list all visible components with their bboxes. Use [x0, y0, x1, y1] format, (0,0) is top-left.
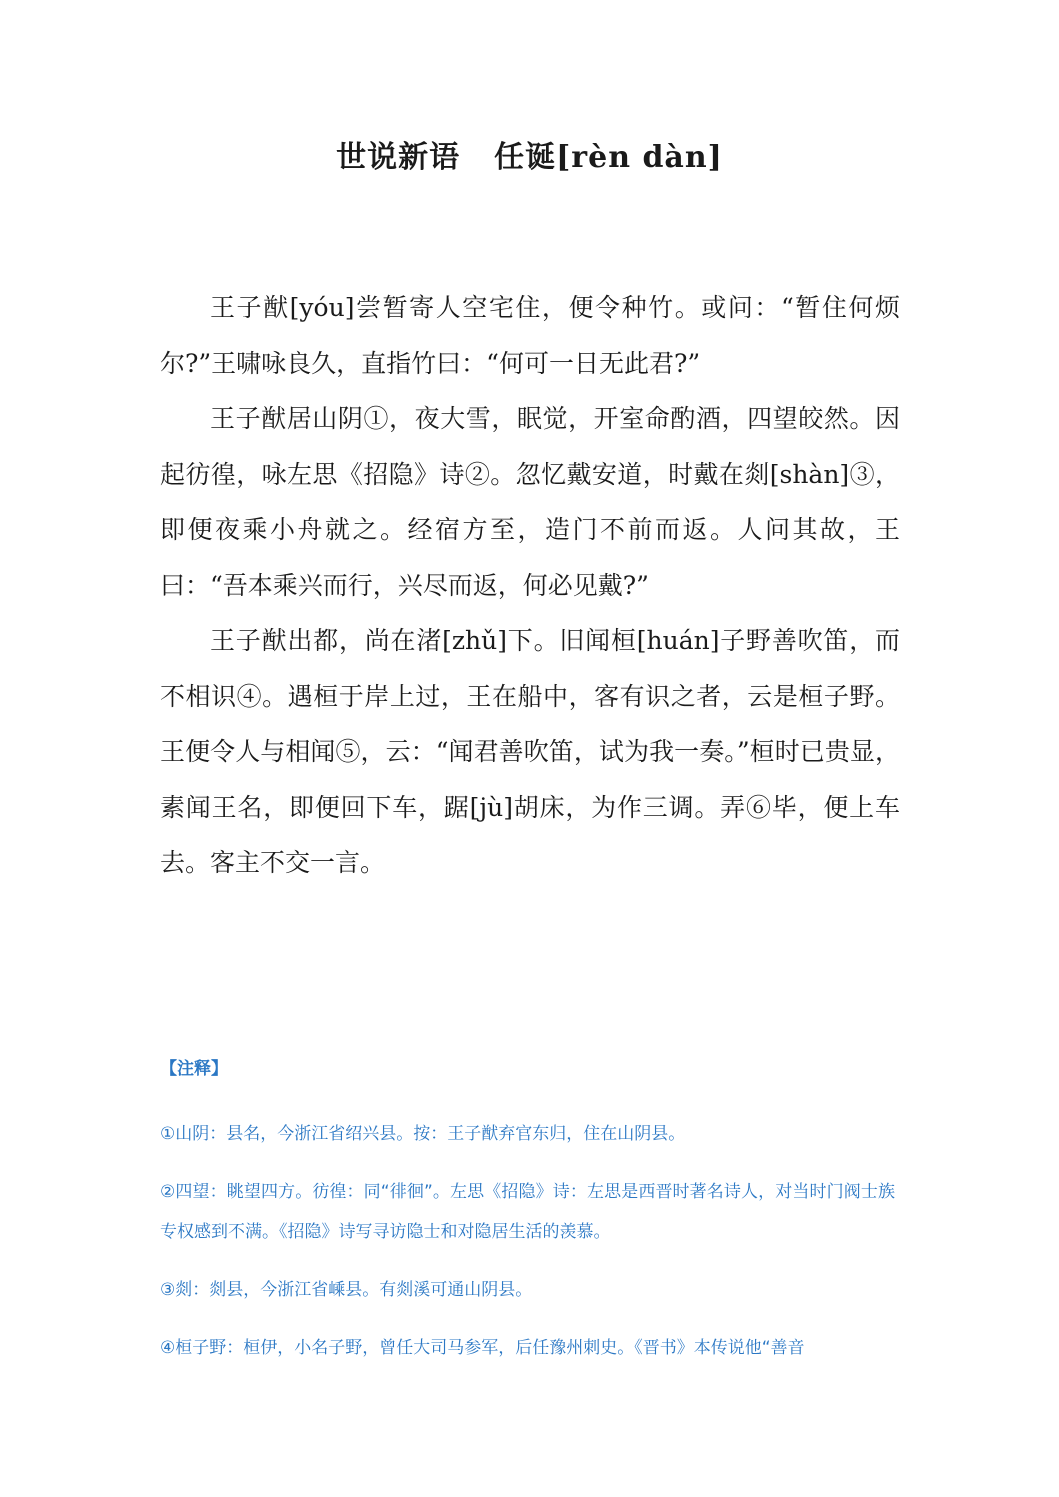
annotation-2: ②四望：眺望四方。彷徨：同“徘徊”。左思《招隐》诗：左思是西晋时著名诗人，对当时门阀士族专权感到不满。《招隐》诗写寻访隐士和对隐居生活的羡慕。 [160, 1182, 895, 1242]
main-text [160, 280, 900, 891]
annotation-1: ①山阴：县名，今浙江省绍兴县。按：王子猷弃官东归，住在山阴县。 [160, 1124, 686, 1144]
annotation-4: ④桓子野：桓伊，小名子野，曾任大司马参军，后任豫州刺史。《晋书》本传说他“善音 [160, 1338, 805, 1358]
annotation-3: ③剡：剡县，今浙江省嵊县。有剡溪可通山阴县。 [160, 1280, 533, 1300]
paragraph-3: 王子猷出都，尚在渚[zhǔ]下。旧闻桓[huán]子野善吹笛，而不相识④。遇桓于岸上过，王在船中，客有识之者，云是桓子野。王便令人与相闻⑤，云：“闻君善吹笛，试为我一奏。”桓时已贵显，素闻王名，即便回下车，踞[jù]胡床，为作三调。弄⑥毕，便上车去。客主不交一言。 [160, 626, 900, 877]
title-sub: 任诞[rèn dàn] [494, 140, 723, 175]
page-title [0, 138, 1059, 178]
paragraph-2: 王子猷居山阴①，夜大雪，眠觉，开室命酌酒，四望皎然。因起彷徨，咏左思《招隐》诗②。忽忆戴安道，时戴在剡[shàn]③，即便夜乘小舟就之。经宿方至，造门不前而返。人问其故，王曰：“吾本乘兴而行，兴尽而返，何必见戴?” [160, 404, 900, 600]
title-main: 世说新语 [336, 140, 461, 175]
annotations-section [160, 1054, 895, 1386]
paragraph-1: 王子猷[yóu]尝暂寄人空宅住，便令种竹。或问：“暂住何烦尔?”王啸咏良久，直指竹曰：“何可一日无此君?” [160, 293, 900, 378]
annotations-heading: 【注释】 [160, 1059, 228, 1079]
